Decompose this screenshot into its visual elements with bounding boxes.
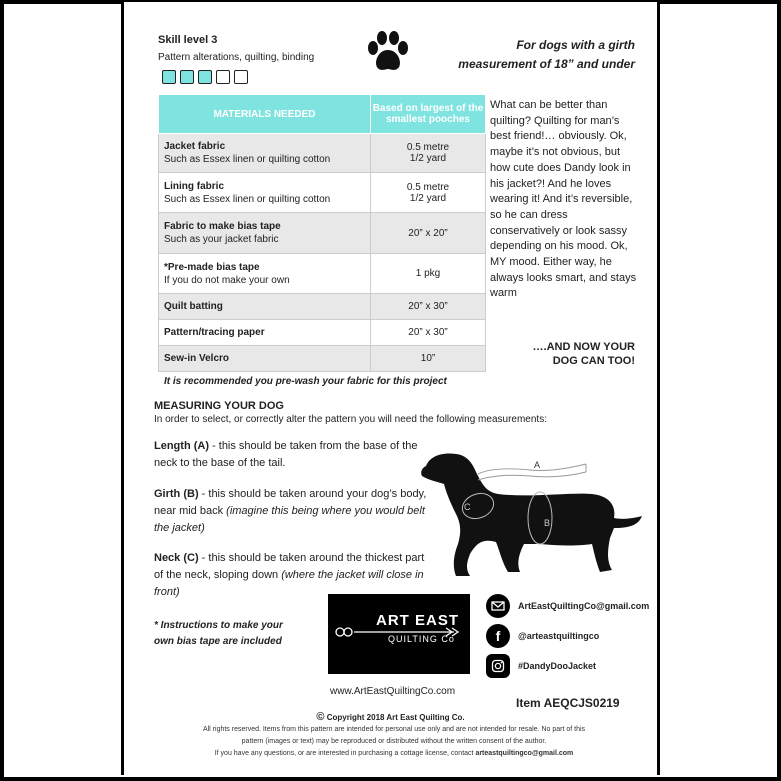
material-cell xyxy=(159,134,371,173)
email-address: ArtEastQuiltingCo@gmail.com xyxy=(518,601,650,611)
table-row xyxy=(159,254,486,294)
table-row xyxy=(159,213,486,254)
materials-header-row xyxy=(159,95,486,134)
amount-value: 1 pkg xyxy=(415,268,441,279)
tagline xyxy=(495,340,635,368)
materials-header-item: MATERIALS NEEDED xyxy=(159,95,371,134)
length-instruction xyxy=(154,438,434,472)
legal-notice xyxy=(154,724,634,760)
legal-line-3 xyxy=(154,748,634,760)
amount-value: 20” x 30” xyxy=(408,327,448,338)
amount-metric: 0.5 metre xyxy=(406,142,450,153)
social-facebook[interactable] xyxy=(486,624,599,648)
skill-square-empty xyxy=(216,70,230,84)
table-row xyxy=(159,320,486,346)
logo-arrow-icon xyxy=(334,626,464,638)
material-note: If you do not make your own xyxy=(164,274,290,286)
table-row xyxy=(159,134,486,173)
legal-line-3-text: If you have any questions, or are interested in purchasing a cottage license, contact xyxy=(214,750,476,757)
pattern-page xyxy=(121,2,660,775)
materials-header-amount: Based on largest of the smallest pooches xyxy=(371,95,486,134)
amount-cell xyxy=(371,320,486,346)
neck-label: Neck (C) xyxy=(154,552,199,564)
length-line-a xyxy=(478,464,586,474)
amount-metric: 0.5 metre xyxy=(406,181,450,193)
bias-tape-note: * Instructions to make your own bias tape are included xyxy=(154,620,283,647)
material-cell xyxy=(159,213,371,254)
brand-logo xyxy=(328,594,470,674)
email-icon xyxy=(486,594,510,618)
copyright-icon: © xyxy=(316,711,325,723)
intro-paragraph: What can be better than quilting? Quilting for man’s best friend!… obviously. Ok, maybe it’s not obvious, but how cute does Dandy look in his jacket?! And he loves wearing it! And it’s reversible, so he can dress conservatively or look sassy depending on his mood. Ok, MY mood. Either way, he always looks smart, and stays warm xyxy=(490,99,637,300)
material-name: Fabric to make bias tape xyxy=(164,221,281,232)
skill-level-indicator xyxy=(162,70,248,84)
dachshund-silhouette xyxy=(421,454,642,577)
material-name: Pattern/tracing paper xyxy=(164,327,265,338)
girth-note: (imagine this being where you would belt the jacket) xyxy=(154,505,425,534)
material-name: *Pre-made bias tape xyxy=(164,261,260,273)
length-text: - this should be taken from the base of the neck to the base of the tail. xyxy=(154,440,418,469)
social-email[interactable] xyxy=(486,594,649,618)
material-note: Such as Essex linen or quilting cotton xyxy=(164,154,331,165)
table-row xyxy=(159,173,486,213)
tagline-line-2: DOG CAN TOO! xyxy=(552,355,635,367)
material-note: Such as Essex linen or quilting cotton xyxy=(164,193,331,205)
girth-instruction xyxy=(154,486,434,537)
table-row xyxy=(159,294,486,320)
skill-level-description: Pattern alterations, quilting, binding xyxy=(158,52,315,63)
label-a: A xyxy=(534,460,541,470)
skill-square-empty xyxy=(234,70,248,84)
measuring-title: MEASURING YOUR DOG xyxy=(154,400,284,412)
material-cell xyxy=(159,294,371,320)
facebook-icon: f xyxy=(486,624,510,648)
amount-cell xyxy=(371,213,486,254)
headline-line-2: measurement of 18” and under xyxy=(458,57,635,71)
girth-headline xyxy=(405,36,635,74)
logo-line-1: ART EAST xyxy=(376,612,459,629)
amount-imperial: 1/2 yard xyxy=(409,192,447,204)
material-name: Lining fabric xyxy=(164,180,224,192)
legal-line-2: pattern (images or text) may be reproduced or distributed without the written consent of the author. xyxy=(241,738,547,745)
table-row xyxy=(159,346,486,372)
amount-cell xyxy=(371,346,486,372)
material-name: Jacket fabric xyxy=(164,141,226,152)
facebook-handle: @arteastquiltingco xyxy=(518,631,600,641)
label-b: B xyxy=(544,518,551,528)
skill-level-title: Skill level 3 xyxy=(158,34,218,46)
prewash-note: It is recommended you pre-wash your fabric for this project xyxy=(164,376,447,387)
dog-measurement-diagram xyxy=(420,434,646,582)
skill-square-filled xyxy=(180,70,194,84)
material-name: Sew-in Velcro xyxy=(164,353,230,364)
skill-square-filled xyxy=(198,70,212,84)
material-note: Such as your jacket fabric xyxy=(164,234,279,245)
material-cell xyxy=(159,173,371,213)
material-cell xyxy=(159,346,371,372)
girth-text: - this should be taken around your dog’s body, near mid back xyxy=(154,488,427,517)
social-instagram[interactable] xyxy=(486,654,596,678)
instagram-hashtag: #DandyDooJacket xyxy=(518,661,597,671)
measuring-description: In order to select, or correctly alter the pattern you will need the following measurements: xyxy=(154,414,547,425)
contact-email-link[interactable]: arteastquiltingco@gmail.com xyxy=(475,750,574,757)
girth-label: Girth (B) xyxy=(154,488,199,500)
copyright-text: Copyright 2018 Art East Quilting Co. xyxy=(326,713,465,722)
material-cell xyxy=(159,320,371,346)
length-label: Length (A) xyxy=(154,440,209,452)
materials-table xyxy=(158,94,486,372)
amount-cell xyxy=(371,254,486,294)
skill-square-filled xyxy=(162,70,176,84)
neck-text: - this should be taken around the thickest part of the neck, sloping down xyxy=(154,552,425,581)
tagline-line-1: ….AND NOW YOUR xyxy=(532,341,635,353)
amount-cell xyxy=(371,173,486,213)
website-link[interactable]: www.ArtEastQuiltingCo.com xyxy=(330,686,456,697)
amount-value: 20” x 30” xyxy=(408,301,448,312)
copyright xyxy=(124,711,657,723)
material-name: Quilt batting xyxy=(164,301,223,312)
legal-line-1: All rights reserved. Items from this pattern are intended for personal use only and are not intended for resale. No part of this xyxy=(202,726,586,733)
item-number: Item AEQCJS0219 xyxy=(516,696,620,710)
neck-note: (where the jacket will close in front) xyxy=(154,569,424,598)
amount-value: 10” xyxy=(420,353,436,364)
instagram-icon xyxy=(486,654,510,678)
amount-value: 20” x 20” xyxy=(408,227,448,239)
label-c: C xyxy=(464,502,471,512)
logo-line-2: QUILTING Co xyxy=(388,634,455,644)
amount-imperial: 1/2 yard xyxy=(409,153,447,164)
headline-line-1: For dogs with a girth xyxy=(516,38,635,52)
amount-cell xyxy=(371,294,486,320)
amount-cell xyxy=(371,134,486,173)
material-cell xyxy=(159,254,371,294)
